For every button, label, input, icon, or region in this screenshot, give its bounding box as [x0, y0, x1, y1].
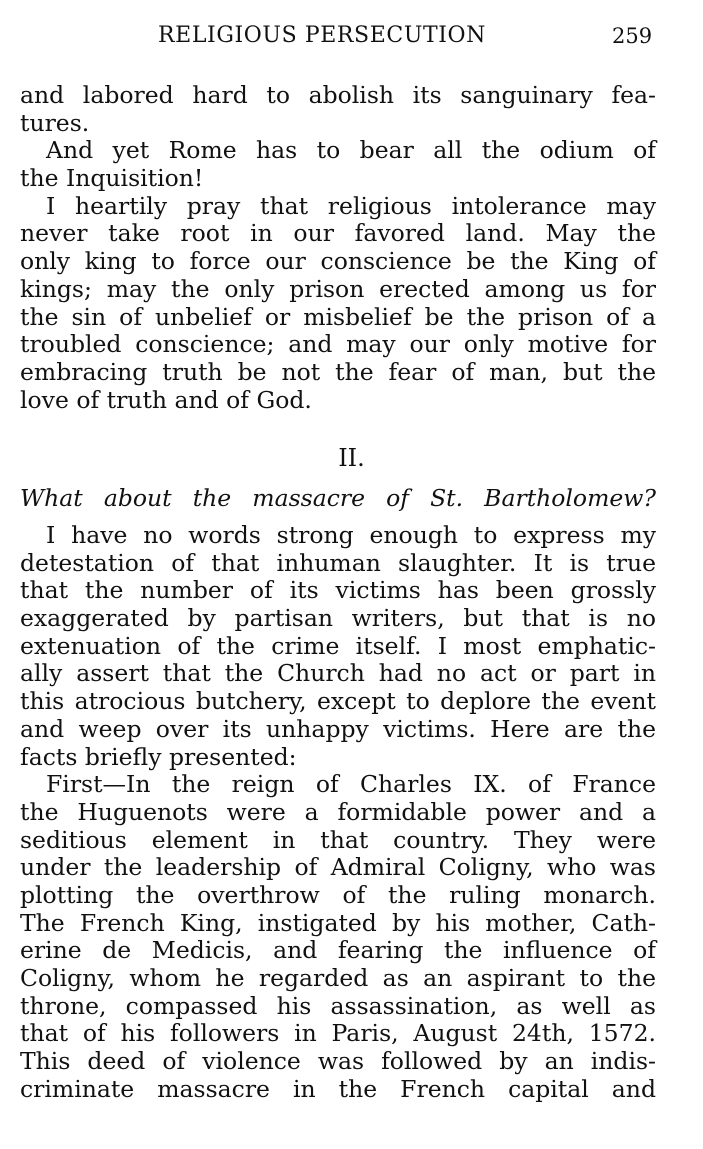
text-line: extenuation of the crime itself. I most emphatic- [20, 631, 656, 660]
text-line: embracing truth be not the fear of man, but the [20, 357, 656, 386]
text-line: facts briefly presented: [20, 742, 297, 771]
text-line: under the leadership of Admiral Coligny, who was [20, 853, 656, 882]
running-head [0, 20, 703, 52]
text-line: the sin of unbelief or misbelief be the prison of a [20, 302, 656, 331]
inquisition-paragraphs [20, 82, 656, 414]
text-line: Coligny, whom he regarded as an aspirant to the [20, 964, 656, 992]
text-line: and weep over its unhappy victims. Here are the [20, 714, 656, 743]
text-line: the Inquisition! [20, 164, 204, 193]
text-line: I have no words strong enough to express my [46, 521, 656, 549]
text-line: detestation of that inhuman slaughter. It is true [20, 548, 656, 577]
text-line: First—In the reign of Charles IX. of France [46, 770, 656, 799]
text-line: troubled conscience; and may our only motive for [20, 330, 656, 359]
text-line: that the number of its victims has been grossly [20, 576, 656, 605]
running-title: RELIGIOUS PERSECUTION [158, 23, 487, 48]
text-line: and labored hard to abolish its sanguinary fea- [20, 81, 656, 109]
section-numeral: II. [338, 444, 365, 472]
text-line: seditious element in that country. They were [20, 825, 656, 854]
text-line: kings; may the only prison erected among us for [20, 274, 656, 303]
bartholomew-paragraphs [20, 522, 656, 1103]
text-line: exaggerated by partisan writers, but that is no [20, 604, 656, 633]
text-line: that of his followers in Paris, August 24th, 1572. [20, 1019, 656, 1048]
text-line: love of truth and of God. [20, 385, 312, 414]
page-number: 259 [612, 24, 653, 48]
text-line: throne, compassed his assassination, as well as [20, 991, 656, 1020]
text-line: the Huguenots were a formidable power and a [20, 797, 656, 826]
text-line: tures. [20, 108, 90, 137]
section-question: What about the massacre of St. Bartholomew? [20, 484, 656, 512]
text-line: never take root in our favored land. May the [20, 219, 656, 248]
text-line: erine de Medicis, and fearing the influence of [20, 936, 656, 965]
text-line: only king to force our conscience be the King of [20, 247, 656, 276]
text-line: This deed of violence was followed by an indis- [20, 1047, 656, 1076]
text-line: I heartily pray that religious intolerance may [46, 191, 656, 220]
text-line: plotting the overthrow of the ruling monarch. [20, 880, 656, 909]
text-line: The French King, instigated by his mother, Cath- [20, 908, 656, 937]
text-line: ally assert that the Church had no act or part in [20, 659, 656, 688]
text-line: And yet Rome has to bear all the odium of [46, 136, 656, 165]
text-line: criminate massacre in the French capital and [20, 1074, 656, 1103]
text-line: this atrocious butchery, except to deplore the event [20, 687, 656, 716]
